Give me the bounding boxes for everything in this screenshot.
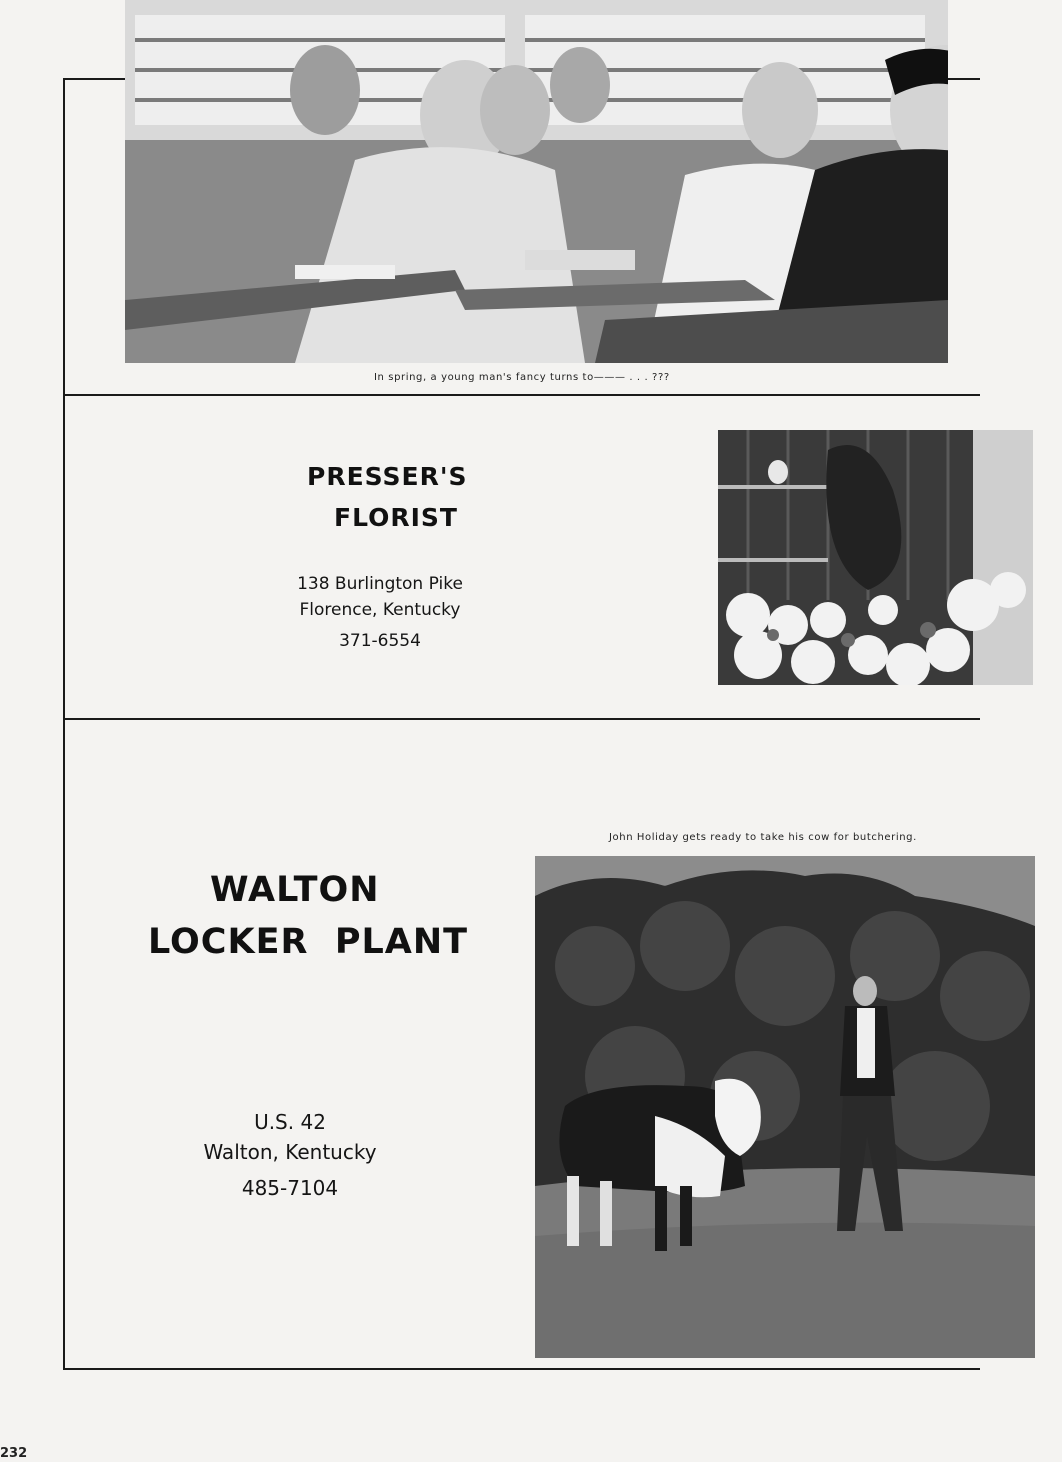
divider-top bbox=[63, 394, 980, 396]
florist-address: 138 Burlington Pike bbox=[297, 574, 463, 594]
florist-name-line2: FLORIST bbox=[334, 503, 458, 532]
classroom-caption: In spring, a young man's fancy turns to——— . . . ??? bbox=[374, 372, 670, 383]
locker-name-line2: LOCKER PLANT bbox=[148, 922, 469, 962]
locker-phone: 485-7104 bbox=[241, 1176, 339, 1200]
locker-address: U.S. 42 bbox=[254, 1110, 326, 1134]
flower-shop-photo bbox=[718, 430, 1033, 685]
classroom-photo bbox=[125, 0, 948, 363]
florist-name-line1: PRESSER'S bbox=[307, 462, 468, 491]
florist-phone: 371-6554 bbox=[339, 631, 421, 651]
locker-city: Walton, Kentucky bbox=[203, 1140, 377, 1164]
locker-name-line1: WALTON bbox=[210, 870, 380, 910]
cow-photo bbox=[535, 856, 1035, 1358]
cow-photo-caption: John Holiday gets ready to take his cow for butchering. bbox=[609, 832, 917, 843]
divider-middle bbox=[63, 718, 980, 720]
page-number: 232 bbox=[0, 1446, 28, 1461]
florist-city: Florence, Kentucky bbox=[299, 600, 461, 620]
